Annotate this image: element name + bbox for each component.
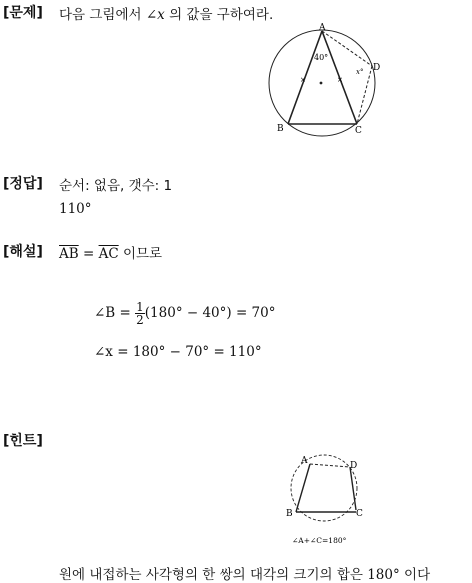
hint-text — [59, 563, 430, 583]
solution-line-1 — [94, 301, 275, 326]
hint-vertex-b: B — [286, 509, 293, 519]
problem-label: [문제] — [3, 5, 43, 21]
tick-mark-ab: × — [300, 76, 306, 84]
center-dot — [320, 82, 323, 85]
hint-caption: ∠A+∠C=180° — [292, 536, 347, 545]
fraction-denominator: 2 — [136, 313, 144, 327]
arc-ab: $\overline{AB}$ — [59, 246, 79, 262]
tick-mark-ac: × — [337, 76, 343, 84]
problem-angle-var: ∠x — [145, 7, 165, 23]
angle-40-label: 40° — [314, 53, 329, 62]
hint-vertex-c: C — [356, 509, 363, 519]
solution-suffix: 이므로 — [118, 246, 163, 262]
hint-text-before: 원에 내접하는 사각형의 한 쌍의 대각의 크기의 합은 — [59, 567, 368, 583]
problem-text — [59, 3, 273, 23]
problem-text-after: 의 값을 구하여라. — [164, 7, 274, 23]
line1-lhs: ∠B = — [94, 305, 136, 321]
fraction-numerator: 1 — [136, 300, 144, 314]
arc-ac: $\overline{AC}$ — [98, 246, 119, 262]
answer-value: 110° — [59, 201, 92, 217]
solution-premise — [59, 242, 162, 262]
hint-side-ad — [310, 464, 350, 467]
vertex-a: A — [319, 23, 326, 33]
hint-side-ab — [296, 464, 310, 512]
hint-figure — [284, 452, 374, 548]
vertex-d: D — [373, 63, 381, 73]
equals-sign: = — [78, 246, 99, 262]
solution-label: [해설] — [3, 244, 43, 260]
vertex-b: B — [277, 124, 284, 134]
hint-vertex-a: A — [301, 456, 308, 466]
problem-figure — [262, 22, 392, 140]
vertex-c: C — [355, 126, 362, 136]
solution-line-2: ∠x = 180° − 70° = 110° — [94, 344, 262, 360]
hint-label: [힌트] — [3, 433, 43, 449]
answer-label: [정답] — [3, 176, 43, 192]
hint-vertex-d: D — [350, 461, 358, 471]
line1-rhs: (180° − 40°) = 70° — [144, 305, 276, 321]
angle-x-label: x° — [356, 68, 364, 76]
problem-text-before: 다음 그림에서 — [59, 7, 146, 23]
hint-text-after: 이다 — [399, 567, 431, 583]
hint-degrees: 180° — [367, 567, 400, 583]
fraction-one-half — [135, 301, 145, 326]
answer-meta: 순서: 없음, 갯수: 1 — [59, 178, 173, 194]
